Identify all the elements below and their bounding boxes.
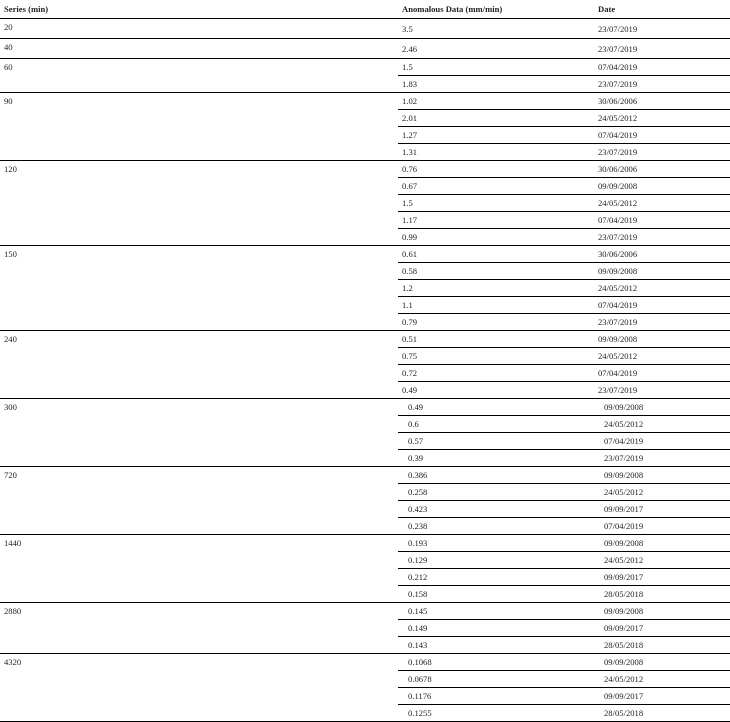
date-cell: 07/04/2019 (594, 365, 730, 382)
date-cell: 23/07/2019 (594, 19, 730, 39)
date-cell: 23/07/2019 (594, 314, 730, 331)
table-row (0, 93, 730, 110)
anomalous-value-cell: 1.5 (398, 59, 594, 76)
anomalous-value-cell: 0.72 (398, 365, 594, 382)
header-row (0, 0, 730, 19)
table-row (0, 603, 730, 620)
anomalous-value-cell: 0.1176 (398, 688, 594, 705)
date-cell: 24/05/2012 (594, 484, 730, 501)
anomalous-value-cell: 0.129 (398, 552, 594, 569)
table-row (0, 654, 730, 671)
anomalous-value-cell: 1.17 (398, 212, 594, 229)
header-anomalous-data: Anomalous Data (mm/min) (398, 0, 594, 19)
date-cell: 09/09/2008 (594, 178, 730, 195)
date-cell: 07/04/2019 (594, 518, 730, 535)
anomalous-value-cell: 0.143 (398, 637, 594, 654)
anomalous-value-cell: 0.57 (398, 433, 594, 450)
anomalous-value-cell: 0.76 (398, 161, 594, 178)
date-cell: 24/05/2012 (594, 110, 730, 127)
date-cell: 09/09/2017 (594, 569, 730, 586)
date-cell: 09/09/2008 (594, 654, 730, 671)
anomalous-value-cell: 1.27 (398, 127, 594, 144)
anomalous-value-cell: 0.1068 (398, 654, 594, 671)
table-row (0, 399, 730, 416)
anomalous-value-cell: 0.61 (398, 246, 594, 263)
anomalous-value-cell: 0.6 (398, 416, 594, 433)
date-cell: 23/07/2019 (594, 450, 730, 467)
series-cell: 720 (0, 467, 398, 535)
series-cell: 20 (0, 19, 398, 39)
date-cell: 09/09/2008 (594, 263, 730, 280)
table-row (0, 246, 730, 263)
date-cell: 09/09/2017 (594, 501, 730, 518)
anomalous-value-cell: 2.01 (398, 110, 594, 127)
anomalous-value-cell: 0.99 (398, 229, 594, 246)
anomalous-value-cell: 0.79 (398, 314, 594, 331)
date-cell: 28/05/2018 (594, 586, 730, 603)
date-cell: 09/09/2017 (594, 620, 730, 637)
anomalous-value-cell: 1.1 (398, 297, 594, 314)
date-cell: 30/06/2006 (594, 93, 730, 110)
table-row (0, 161, 730, 178)
date-cell: 07/04/2019 (594, 127, 730, 144)
series-cell: 2880 (0, 603, 398, 654)
date-cell: 24/05/2012 (594, 280, 730, 297)
table-row (0, 331, 730, 348)
anomalous-value-cell: 2.46 (398, 39, 594, 59)
series-cell: 40 (0, 39, 398, 59)
series-cell: 1440 (0, 535, 398, 603)
anomalous-value-cell: 0.149 (398, 620, 594, 637)
anomalous-value-cell: 1.83 (398, 76, 594, 93)
anomalous-value-cell: 0.423 (398, 501, 594, 518)
table-body (0, 19, 730, 722)
anomalous-value-cell: 1.31 (398, 144, 594, 161)
date-cell: 09/09/2017 (594, 688, 730, 705)
anomalous-value-cell: 0.145 (398, 603, 594, 620)
date-cell: 09/09/2008 (594, 535, 730, 552)
table-row (0, 39, 730, 59)
date-cell: 30/06/2006 (594, 246, 730, 263)
date-cell: 23/07/2019 (594, 229, 730, 246)
anomalous-value-cell: 3.5 (398, 19, 594, 39)
date-cell: 09/09/2008 (594, 603, 730, 620)
series-cell: 4320 (0, 654, 398, 722)
date-cell: 23/07/2019 (594, 382, 730, 399)
date-cell: 07/04/2019 (594, 212, 730, 229)
date-cell: 07/04/2019 (594, 433, 730, 450)
series-cell: 90 (0, 93, 398, 161)
anomalous-value-cell: 0.51 (398, 331, 594, 348)
date-cell: 24/05/2012 (594, 195, 730, 212)
series-cell: 60 (0, 59, 398, 93)
date-cell: 09/09/2008 (594, 331, 730, 348)
header-series: Series (min) (0, 0, 398, 19)
date-cell: 09/09/2008 (594, 399, 730, 416)
date-cell: 28/05/2018 (594, 705, 730, 722)
date-cell: 24/05/2012 (594, 552, 730, 569)
date-cell: 24/05/2012 (594, 671, 730, 688)
anomalous-value-cell: 0.67 (398, 178, 594, 195)
date-cell: 23/07/2019 (594, 76, 730, 93)
anomalous-value-cell: 0.49 (398, 399, 594, 416)
series-cell: 120 (0, 161, 398, 246)
table-row (0, 19, 730, 39)
date-cell: 09/09/2008 (594, 467, 730, 484)
anomalous-value-cell: 0.386 (398, 467, 594, 484)
date-cell: 07/04/2019 (594, 59, 730, 76)
series-cell: 300 (0, 399, 398, 467)
anomalous-value-cell: 0.258 (398, 484, 594, 501)
anomalous-value-cell: 1.5 (398, 195, 594, 212)
series-cell: 150 (0, 246, 398, 331)
series-cell: 240 (0, 331, 398, 399)
anomalous-value-cell: 0.1255 (398, 705, 594, 722)
table-row (0, 535, 730, 552)
anomalous-value-cell: 0.238 (398, 518, 594, 535)
anomalous-value-cell: 0.39 (398, 450, 594, 467)
date-cell: 23/07/2019 (594, 144, 730, 161)
anomalous-value-cell: 0.158 (398, 586, 594, 603)
table-header (0, 0, 730, 19)
table-row (0, 59, 730, 76)
anomalous-value-cell: 0.0678 (398, 671, 594, 688)
date-cell: 07/04/2019 (594, 297, 730, 314)
table-row (0, 467, 730, 484)
anomalous-value-cell: 1.02 (398, 93, 594, 110)
date-cell: 24/05/2012 (594, 416, 730, 433)
header-date: Date (594, 0, 730, 19)
anomalous-value-cell: 1.2 (398, 280, 594, 297)
anomalous-value-cell: 0.212 (398, 569, 594, 586)
anomalous-value-cell: 0.75 (398, 348, 594, 365)
date-cell: 23/07/2019 (594, 39, 730, 59)
anomalous-value-cell: 0.193 (398, 535, 594, 552)
anomalous-value-cell: 0.58 (398, 263, 594, 280)
date-cell: 24/05/2012 (594, 348, 730, 365)
date-cell: 30/06/2006 (594, 161, 730, 178)
date-cell: 28/05/2018 (594, 637, 730, 654)
anomalous-value-cell: 0.49 (398, 382, 594, 399)
